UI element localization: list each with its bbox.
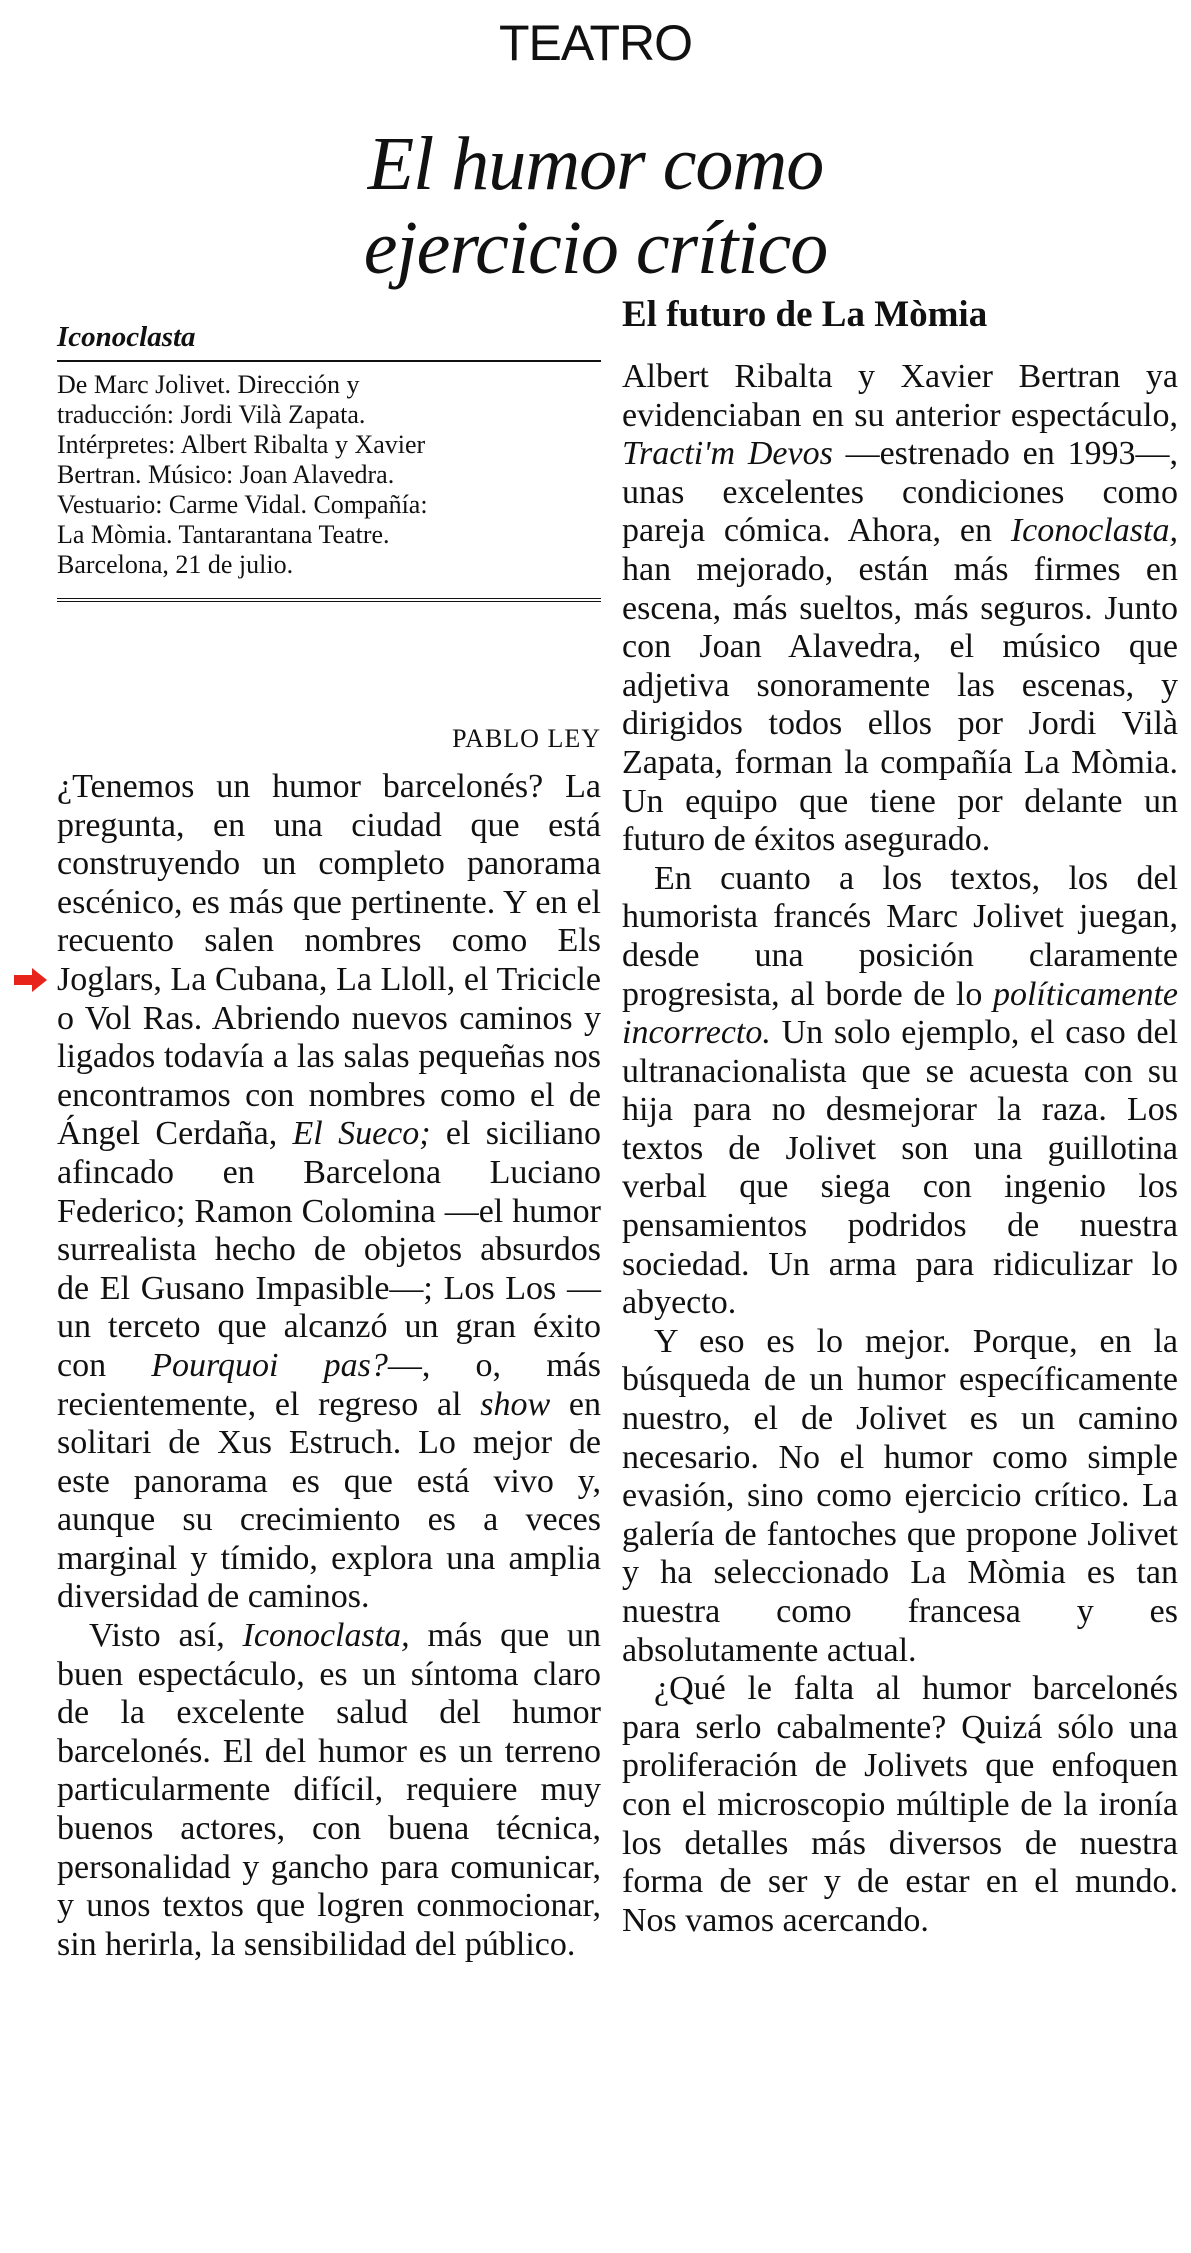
- left-column: [57, 768, 601, 1964]
- paragraph: Albert Ribalta y Xavier Bertran ya evidenciaban en su anterior espectáculo, Tracti'm Devos —estrenado en 1993—, unas excelentes condiciones como pareja cómica. Ahora, en Iconoclasta, han mejorado, están más firmes en escena, más sueltos, más seguros. Junto con Joan Alavedra, el músico que adjetiva sonoramente las escenas, y dirigidos todos ellos por Jordi Vilà Zapata, forman la compañía La Mòmia. Un equipo que tiene por delante un futuro de éxitos asegurado.: [622, 358, 1178, 859]
- credits-line: La Mòmia. Tantarantana Teatre.: [57, 520, 390, 549]
- italic-run: El Sueco;: [292, 1115, 431, 1153]
- credits-double-rule: [57, 598, 601, 606]
- italic-run: Pourquoi pas?: [151, 1346, 388, 1384]
- right-column: [622, 358, 1178, 1940]
- paragraph: En cuanto a los textos, los del humorista francés Marc Jolivet juegan, desde una posición claramente progresista, al borde de lo políticamente incorrecto. Un solo ejemplo, el caso del ultranacionalista que se acuesta con su hija para no desmejorar la raza. Los textos de Jolivet son una guillotina verbal que siega con ingenio los pensamientos podridos de nuestra sociedad. Un arma para ridiculizar lo abyecto.: [622, 859, 1178, 1322]
- paragraph: Visto así, Iconoclasta, más que un buen espectáculo, es un síntoma claro de la excelente salud del humor barcelonés. El del humor es un terreno particularmente difícil, requiere muy buenos actores, con buena técnica, personalidad y gancho para comunicar, y unos textos que logren conmocionar, sin herirla, la sensibilidad del público.: [57, 1617, 602, 1963]
- credits-line: Intérpretes: Albert Ribalta y Xavier: [57, 430, 426, 459]
- paragraph: ¿Qué le falta al humor barcelonés para serlo cabalmente? Quizá sólo una proliferación de Jolivets que enfoquen con el microscopio múltiple de la ironía los detalles más diversos de nuestra forma de ser y de estar en el mundo. Nos vamos acercando.: [622, 1670, 1178, 1939]
- credits-line: Barcelona, 21 de julio.: [57, 550, 294, 579]
- credits-line: De Marc Jolivet. Dirección y: [57, 370, 360, 399]
- paragraph: Y eso es lo mejor. Porque, en la búsqueda de un humor específicamente nuestro, el de Jolivet es un camino necesario. No el humor como simple evasión, sino como ejercicio crítico. La galería de fantoches que propone Jolivet y ha seleccionado La Mòmia es tan nuestra como francesa y es absolutamente actual.: [622, 1322, 1178, 1669]
- italic-run: Iconoclasta,: [242, 1617, 410, 1655]
- italic-run: Iconoclasta,: [1010, 512, 1178, 550]
- headline-line-2: ejercicio crítico: [363, 206, 828, 290]
- section-label: TEATRO: [498, 15, 693, 71]
- headline: [0, 122, 1191, 290]
- italic-run: Tracti'm Devos: [622, 435, 833, 473]
- credits-body: [57, 370, 601, 598]
- subhead: El futuro de La Mòmia: [622, 294, 988, 335]
- byline: PABLO LEY: [452, 724, 601, 753]
- italic-run: show: [480, 1385, 551, 1423]
- credits-box: [57, 318, 601, 606]
- headline-line-1: El humor como: [367, 122, 824, 206]
- credits-line: Vestuario: Carme Vidal. Compañía:: [57, 490, 428, 519]
- paragraph: ¿Tenemos un humor barcelonés? La pregunta, en una ciudad que está construyendo un completo panorama escénico, es más que pertinente. Y en el recuento salen nombres como Els Joglars, La Cubana, La Lloll, el Tricicle o Vol Ras. Abriendo nuevos caminos y ligados todavía a las salas pequeñas nos encontramos con nombres como el de Ángel Cerdaña, El Sueco; el siciliano afincado en Barcelona Luciano Federico; Ramon Colomina —el humor surrealista hecho de objetos absurdos de El Gusano Impasible—; Los Los —un terceto que alcanzó un gran éxito con Pourquoi pas?—, o, más recientemente, el regreso al show en solitari de Xus Estruch. Lo mejor de este panorama es que está vivo y, aunque su crecimiento es a veces marginal y tímido, explora una amplia diversidad de caminos.: [57, 768, 601, 1616]
- italic-run: políticamente incorrecto.: [622, 975, 1178, 1052]
- credits-work-title: Iconoclasta: [57, 318, 601, 362]
- credits-line: Bertran. Músico: Joan Alavedra.: [57, 460, 395, 489]
- red-arrow-icon: [14, 967, 48, 993]
- credits-line: traducción: Jordi Vilà Zapata.: [57, 400, 366, 429]
